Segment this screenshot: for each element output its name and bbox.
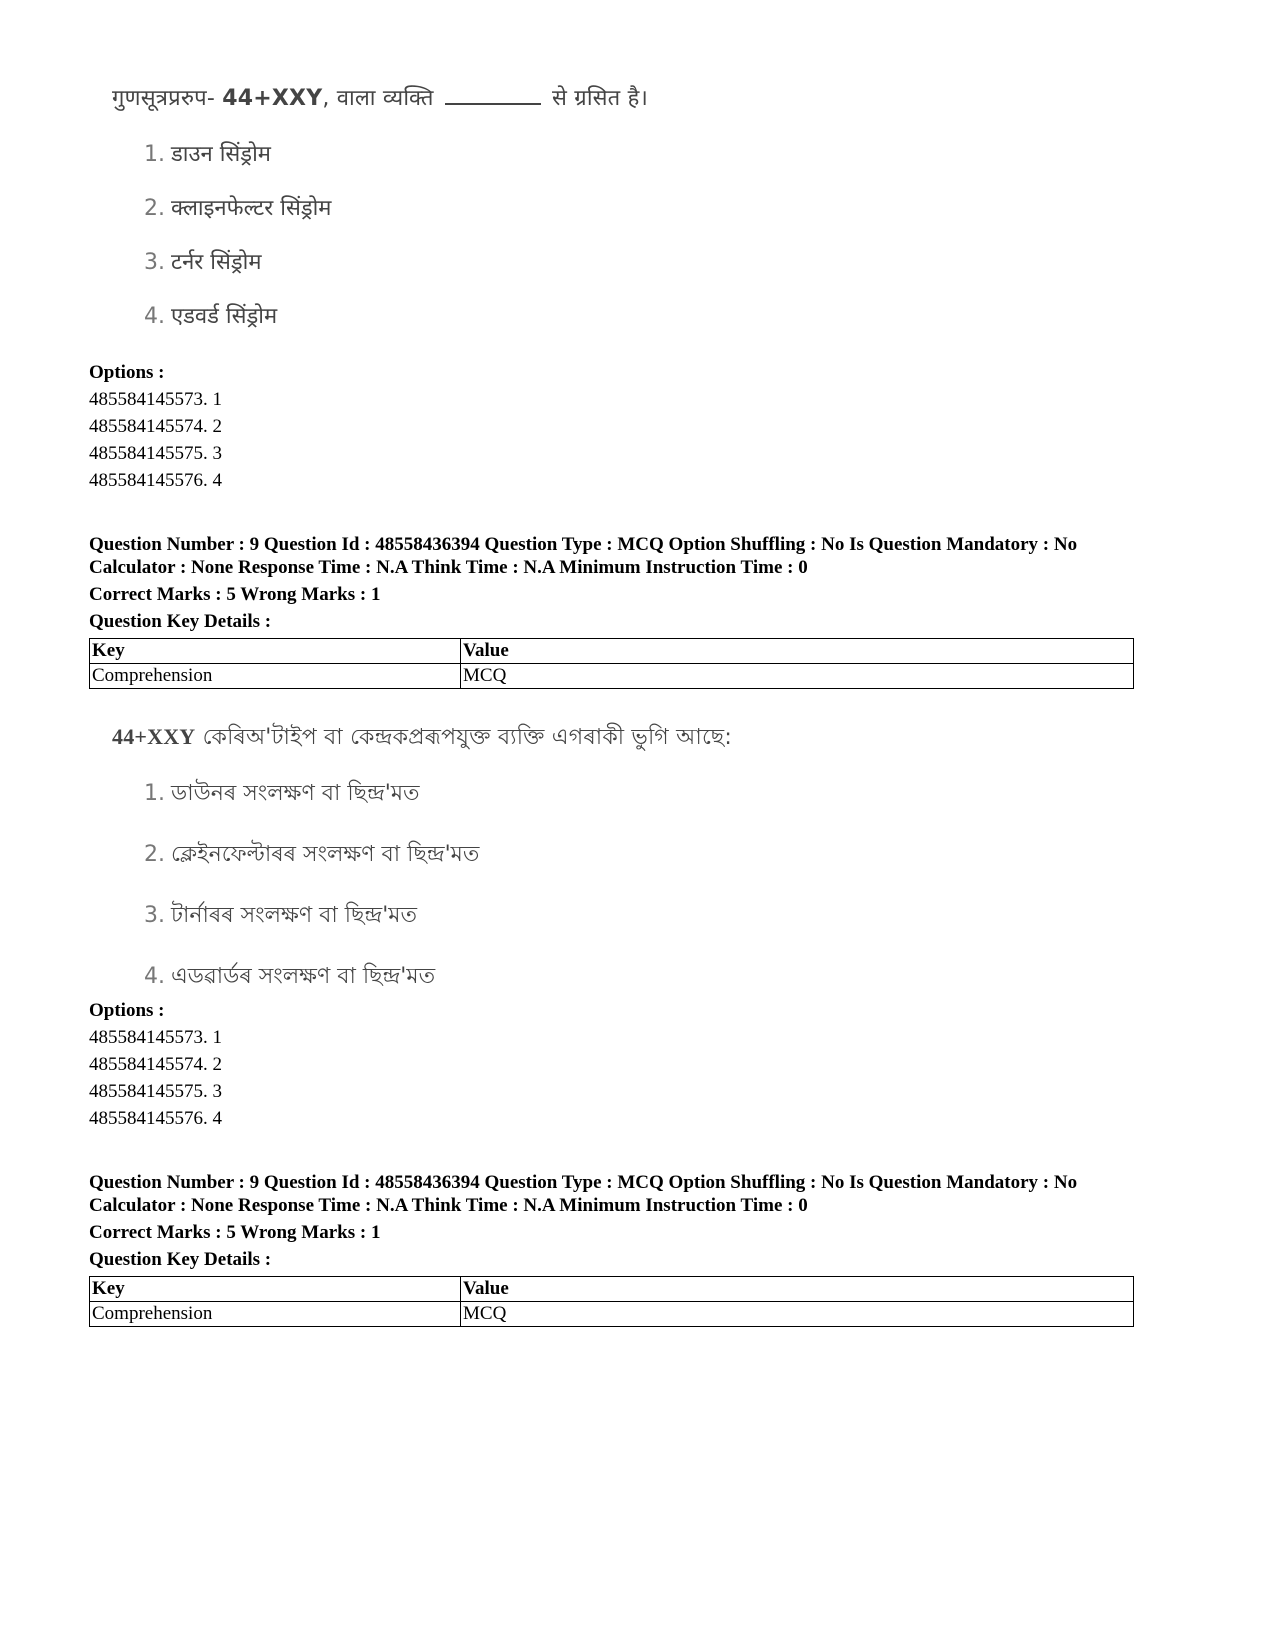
option-item: 485584145573. 1: [89, 389, 222, 410]
meta-line-2: Calculator : None Response Time : N.A Think Time : N.A Minimum Instruction Time : 0: [89, 1195, 808, 1216]
table-header-row: [90, 639, 1134, 664]
question-stem: [112, 720, 732, 754]
question-image-assamese: [112, 720, 732, 996]
question-option: 4. এডৱাৰ্ডৰ সংলক্ষণ বা ছিন্দ্ৰ'মত: [144, 964, 436, 989]
table-row: [90, 1302, 1134, 1327]
key-details-title: Question Key Details :: [89, 1249, 272, 1270]
option-item: 485584145575. 3: [89, 443, 222, 464]
option-item: 485584145576. 4: [89, 470, 222, 491]
option-item: 485584145574. 2: [89, 416, 222, 437]
question-option: 3. टर्नर सिंड्रोम: [144, 250, 262, 275]
options-title: Options :: [89, 1000, 165, 1021]
option-item: 485584145576. 4: [89, 1108, 222, 1129]
option-item: 485584145573. 1: [89, 1027, 222, 1048]
key-details-title: Question Key Details :: [89, 611, 272, 632]
header-key: Key: [90, 1277, 461, 1302]
cell-value: MCQ: [461, 1302, 1134, 1327]
question-option: 3. টাৰ্নাৰৰ সংলক্ষণ বা ছিন্দ্ৰ'মত: [144, 903, 417, 928]
option-item: 485584145575. 3: [89, 1081, 222, 1102]
cell-key: Comprehension: [90, 664, 461, 689]
stem-rest: কেৰিঅ'টাইপ বা কেন্দ্ৰকপ্ৰৰূপযুক্ত ব্যক্তি এগৰাকী ভুগি আছে:: [202, 725, 732, 750]
stem-karyotype: 44+XXY: [112, 724, 196, 749]
cell-key: Comprehension: [90, 1302, 461, 1327]
marks-line: Correct Marks : 5 Wrong Marks : 1: [89, 1222, 381, 1243]
key-table: [89, 1276, 1134, 1327]
stem-karyotype: 44+XXY: [222, 86, 323, 111]
marks-line: Correct Marks : 5 Wrong Marks : 1: [89, 584, 381, 605]
meta-line-2: Calculator : None Response Time : N.A Think Time : N.A Minimum Instruction Time : 0: [89, 557, 808, 578]
question-option: 4. एडवर्ड सिंड्रोम: [144, 304, 278, 329]
question-image-hindi: [112, 82, 648, 330]
stem-prefix: गुणसूत्रप्ररुप-: [112, 86, 216, 111]
meta-line-1: Question Number : 9 Question Id : 48558436394 Question Type : MCQ Option Shuffling : No Is Question Mandatory : No: [89, 534, 1078, 555]
header-value: Value: [461, 639, 1134, 664]
option-item: 485584145574. 2: [89, 1054, 222, 1075]
question-meta: [89, 1171, 1149, 1271]
key-table: [89, 638, 1134, 689]
question-meta: [89, 533, 1149, 633]
answer-blank: [445, 103, 541, 105]
table-header-row: [90, 1277, 1134, 1302]
options-title: Options :: [89, 362, 165, 383]
stem-suffix: से ग्रसित है।: [552, 86, 648, 111]
question-stem: [112, 82, 648, 116]
question-option: 1. ডাউনৰ সংলক্ষণ বা ছিন্দ্ৰ'মত: [144, 781, 420, 806]
cell-value: MCQ: [461, 664, 1134, 689]
question-option: 2. ক্লেইনফেল্টাৰৰ সংলক্ষণ বা ছিন্দ্ৰ'মত: [144, 842, 480, 867]
table-row: [90, 664, 1134, 689]
meta-line-1: Question Number : 9 Question Id : 48558436394 Question Type : MCQ Option Shuffling : No Is Question Mandatory : No: [89, 1172, 1078, 1193]
header-key: Key: [90, 639, 461, 664]
options-block: [89, 359, 1134, 494]
options-block: [89, 997, 1134, 1132]
question-option: 1. डाउन सिंड्रोम: [144, 142, 271, 167]
question-option: 2. क्लाइनफेल्टर सिंड्रोम: [144, 196, 332, 221]
stem-middle: , वाला व्यक्ति: [322, 86, 434, 111]
header-value: Value: [461, 1277, 1134, 1302]
